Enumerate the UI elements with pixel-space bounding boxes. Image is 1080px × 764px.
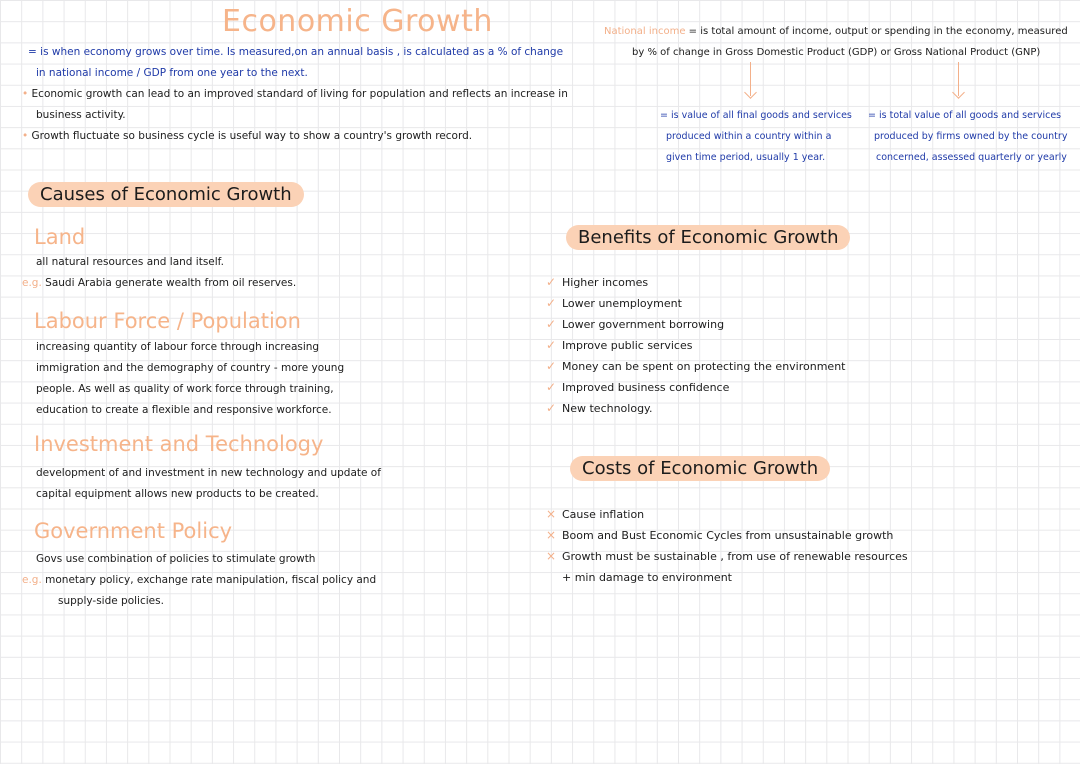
investment-title: Investment and Technology xyxy=(34,432,324,456)
intro-line-1 xyxy=(28,42,563,63)
gnp-def-3: concerned, assessed quarterly or yearly xyxy=(876,152,1067,163)
investment-line-2: capital equipment allows new products to be created. xyxy=(36,488,319,500)
bullet-dot-icon: • xyxy=(22,88,29,100)
causes-heading: Causes of Economic Growth xyxy=(28,182,304,207)
land-title: Land xyxy=(34,225,86,249)
list-item: ✓ Higher incomes xyxy=(546,272,845,293)
land-line-1: all natural resources and land itself. xyxy=(36,256,224,268)
cross-icon: × xyxy=(546,507,557,521)
intro-bullet-1-text: Economic growth can lead to an improved standard of living for population and reflects an increase in xyxy=(31,88,568,100)
gnp-def-2: produced by firms owned by the country xyxy=(874,131,1068,142)
government-line-2 xyxy=(22,570,376,591)
costs-heading: Costs of Economic Growth xyxy=(570,456,830,481)
costs-extra: + min damage to environment xyxy=(562,571,732,584)
check-icon: ✓ xyxy=(546,338,557,352)
government-example: monetary policy, exchange rate manipulation, fiscal policy and xyxy=(45,574,377,586)
bullet-dot-icon: • xyxy=(22,130,29,142)
list-item xyxy=(546,567,908,588)
list-item: ✓ Improve public services xyxy=(546,335,845,356)
check-icon: ✓ xyxy=(546,275,557,289)
check-icon: ✓ xyxy=(546,380,557,394)
gdp-def-3: given time period, usually 1 year. xyxy=(666,152,826,163)
labour-line-4: education to create a flexible and responsive workforce. xyxy=(36,404,332,416)
gdp-def-2: produced within a country within a xyxy=(666,131,832,142)
page-title: Economic Growth xyxy=(222,4,493,39)
gdp-def-1: = is value of all final goods and services xyxy=(660,110,852,121)
list-item: ✓ Lower unemployment xyxy=(546,293,845,314)
list-item: ✓ New technology. xyxy=(546,398,845,419)
intro-bullet-1 xyxy=(22,84,568,105)
list-item: × Boom and Bust Economic Cycles from unsustainable growth xyxy=(546,525,908,546)
eg-label: e.g. xyxy=(22,277,42,289)
list-item: × Cause inflation xyxy=(546,504,908,525)
government-title: Government Policy xyxy=(34,519,233,543)
list-item: ✓ Lower government borrowing xyxy=(546,314,845,335)
equals-sign: = xyxy=(28,46,37,58)
labour-line-1: increasing quantity of labour force through increasing xyxy=(36,341,320,353)
national-income-line-1 xyxy=(604,21,1068,42)
labour-title: Labour Force / Population xyxy=(34,309,301,333)
arrow-head-icon xyxy=(744,86,757,99)
list-item: × Growth must be sustainable , from use of renewable resources xyxy=(546,546,908,567)
labour-line-2: immigration and the demography of country - more young xyxy=(36,362,345,374)
national-income-text-1: = is total amount of income, output or spending in the economy, measured xyxy=(688,26,1068,37)
investment-line-1: development of and investment in new technology and update of xyxy=(36,467,381,479)
check-icon: ✓ xyxy=(546,296,557,310)
land-line-2 xyxy=(22,273,296,294)
check-icon: ✓ xyxy=(546,401,557,415)
intro-bullet-1-cont: business activity. xyxy=(36,109,126,121)
check-icon: ✓ xyxy=(546,359,557,373)
government-line-3: supply-side policies. xyxy=(58,595,164,607)
arrow-head-icon xyxy=(952,86,965,99)
national-income-line-2: by % of change in Gross Domestic Product (GDP) or Gross National Product (GNP) xyxy=(632,47,1041,58)
land-example: Saudi Arabia generate wealth from oil reserves. xyxy=(45,277,297,289)
list-item: ✓ Money can be spent on protecting the environment xyxy=(546,356,845,377)
government-line-1: Govs use combination of policies to stimulate growth xyxy=(36,553,316,565)
list-item: ✓ Improved business confidence xyxy=(546,377,845,398)
intro-bullet-2-text: Growth fluctuate so business cycle is useful way to show a country's growth record. xyxy=(31,130,473,142)
cross-icon: × xyxy=(546,549,557,563)
check-icon: ✓ xyxy=(546,317,557,331)
intro-bullet-2 xyxy=(22,126,472,147)
cross-icon: × xyxy=(546,528,557,542)
labour-line-3: people. As well as quality of work force through training, xyxy=(36,383,334,395)
costs-list xyxy=(546,504,908,588)
intro-text-1: is when economy grows over time. Is measured,on an annual basis , is calculated as a % of change xyxy=(40,46,564,58)
gnp-def-1: = is total value of all goods and services xyxy=(868,110,1062,121)
eg-label: e.g. xyxy=(22,574,42,586)
benefits-heading: Benefits of Economic Growth xyxy=(566,225,850,250)
national-income-label: National income xyxy=(604,26,686,37)
benefits-list xyxy=(546,272,845,419)
intro-line-2: in national income / GDP from one year to the next. xyxy=(36,67,308,79)
